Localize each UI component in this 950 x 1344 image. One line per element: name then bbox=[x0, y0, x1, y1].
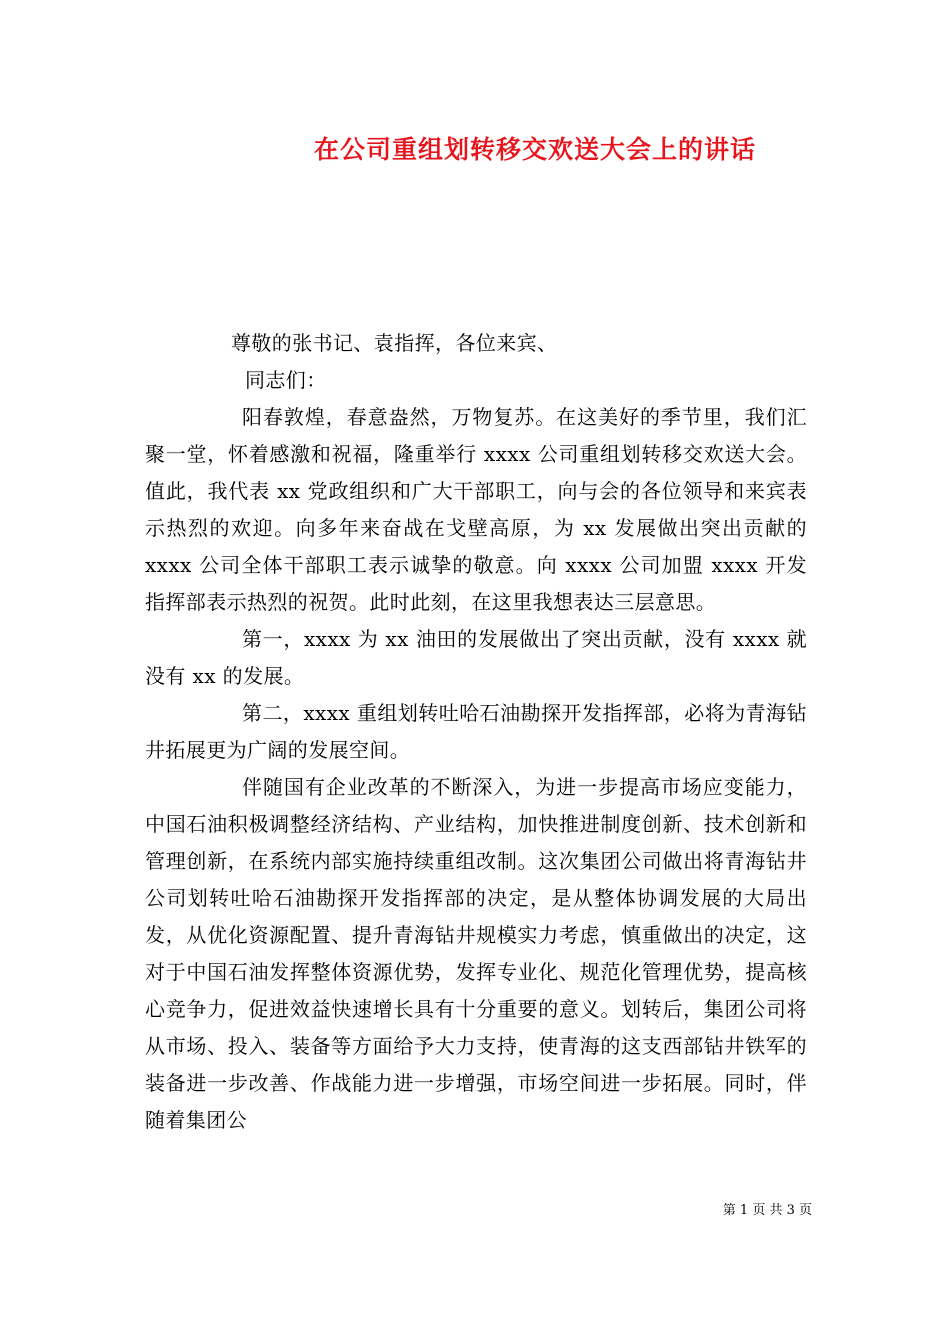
paragraph-1: 阳春敦煌，春意盎然，万物复苏。在这美好的季节里，我们汇聚一堂，怀着感激和祝福，隆重举行 xxxx 公司重组划转移交欢送大会。值此，我代表 xx 党政组织和广大干部职工，向与会的各位领导和来宾表示热烈的欢迎。向多年来奋战在戈壁高原，为 xx 发展做出突出贡献的 xxxx 公司全体干部职工表示诚挚的敬意。向 xxxx 公司加盟 xxxx 开发指挥部表示热烈的祝贺。此时此刻，在这里我想表达三层意思。 bbox=[145, 405, 807, 614]
salutation-line-2: 同志们： bbox=[245, 368, 327, 392]
salutation-line-1: 尊敬的张书记、袁指挥，各位来宾、 bbox=[231, 331, 558, 355]
paragraph-4: 伴随国有企业改革的不断深入，为进一步提高市场应变能力，中国石油积极调整经济结构、产业结构，加快推进制度创新、技术创新和管理创新，在系统内部实施持续重组改制。这次集团公司做出将青海钻井公司划转吐哈石油勘探开发指挥部的决定，是从整体协调发展的大局出发，从优化资源配置、提升青海钻井规模实力考虑，慎重做出的决定，这对于中国石油发挥整体资源优势，发挥专业化、规范化管理优势，提高核心竞争力，促进效益快速增长具有十分重要的意义。划转后，集团公司将从市场、投入、装备等方面给予大力支持，使青海的这支西部钻井铁军的装备进一步改善、作战能力进一步增强，市场空间进一步拓展。同时，伴随着集团公 bbox=[145, 775, 807, 1132]
page-number-footer: 第 1 页 共 3 页 bbox=[722, 1203, 812, 1218]
body-text bbox=[145, 325, 807, 1139]
page-title: 在公司重组划转移交欢送大会上的讲话 bbox=[313, 135, 756, 164]
paragraph-2: 第一，xxxx 为 xx 油田的发展做出了突出贡献，没有 xxxx 就没有 xx 的发展。 bbox=[145, 627, 807, 688]
paragraph-3: 第二，xxxx 重组划转吐哈石油勘探开发指挥部，必将为青海钻井拓展更为广阔的发展空间。 bbox=[145, 701, 807, 762]
